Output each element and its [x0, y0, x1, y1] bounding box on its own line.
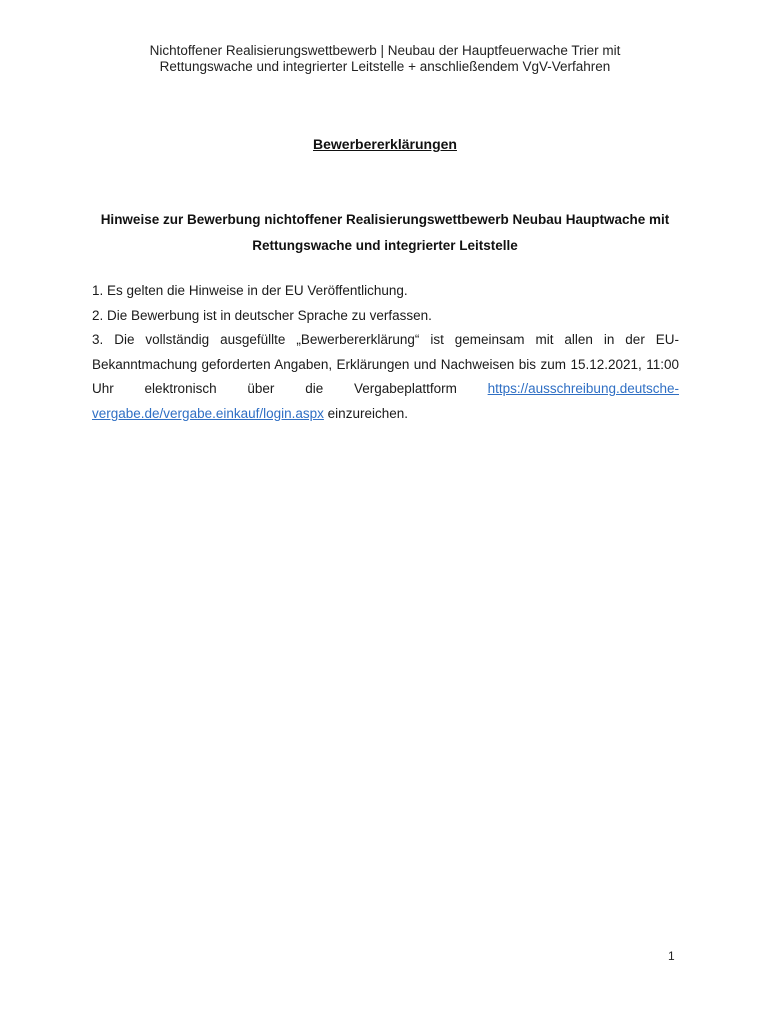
list-item-1: 1. Es gelten die Hinweise in der EU Veröffentlichung. — [92, 283, 408, 298]
header-line-1: Nichtoffener Realisierungswettbewerb | Neubau der Hauptfeuerwache Trier mit — [149, 43, 621, 58]
section-heading-line-2: Rettungswache und integrierter Leitstelle — [252, 238, 518, 253]
page-number: 1 — [668, 949, 675, 963]
instructions-list — [92, 279, 679, 426]
running-header — [60, 43, 710, 75]
header-line-2: Rettungswache und integrierter Leitstelle + anschließendem VgV-Verfahren — [159, 59, 611, 74]
list-item-2: 2. Die Bewerbung ist in deutscher Sprache zu verfassen. — [92, 307, 432, 323]
list-item-3 — [92, 328, 679, 426]
document-title: Bewerbererklärungen — [313, 136, 457, 152]
section-heading — [60, 207, 710, 259]
section-heading-line-1: Hinweise zur Bewerbung nichtoffener Realisierungswettbewerb Neubau Hauptwache mit — [100, 212, 670, 227]
list-item-3-text: 3. Die vollständig ausgefüllte „Bewerbererklärung“ ist gemeinsam mit allen in der EU-Bekanntmachung geforderten Angaben, Erklärungen und Nachweisen bis zum 15.12.2021, 11:00 Uhr elektronisch über die Vergabeplattform — [92, 332, 679, 396]
vergabeplattform-link[interactable]: https://ausschreibung.deutsche-vergabe.de/vergabe.einkauf/login.aspx — [92, 381, 679, 421]
list-item-3-suffix: einzureichen. — [323, 405, 408, 421]
